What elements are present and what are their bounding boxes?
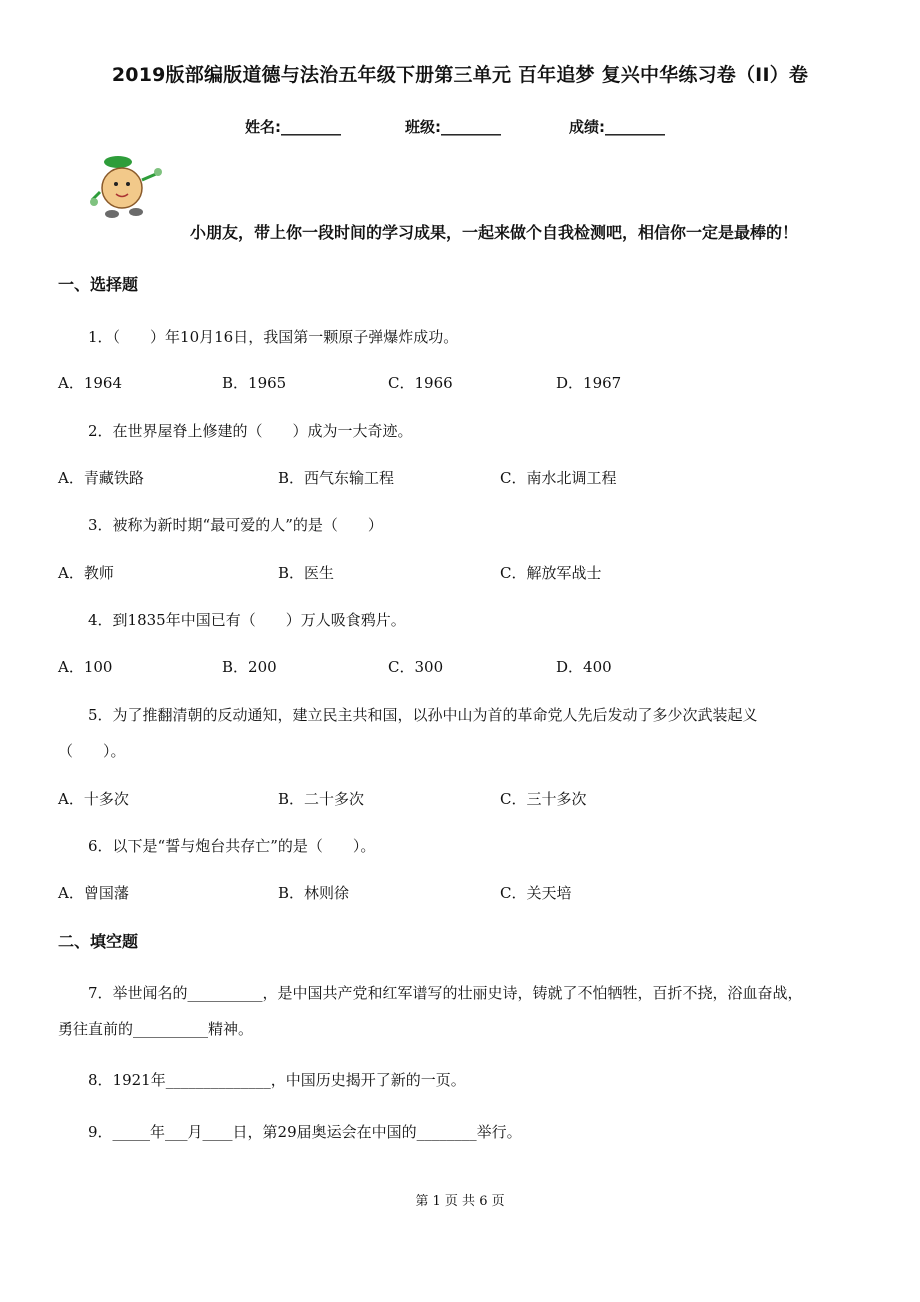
question-5: 5．为了推翻清朝的反动通知，建立民主共和国，以孙中山为首的革命党人先后发动了多少次武装起义 — [88, 706, 758, 724]
question-9: 9．_____年___月____日，第29届奥运会在中国的________举行。 — [88, 1123, 522, 1141]
q3-option-c: C．解放军战士 — [500, 564, 602, 582]
q1-option-c: C．1966 — [388, 374, 453, 392]
question-1: 1．（ ）年10月16日，我国第一颗原子弹爆炸成功。 — [88, 328, 459, 346]
score-field: 成绩:________ — [569, 118, 665, 136]
q4-option-d: D．400 — [556, 658, 612, 676]
section-fill-heading: 二、填空题 — [58, 932, 139, 951]
q1-option-d: D．1967 — [556, 374, 622, 392]
question-7-continued: 勇往直前的__________精神。 — [58, 1020, 254, 1038]
q6-option-c: C．关天培 — [500, 884, 572, 902]
q2-option-a: A．青藏铁路 — [58, 469, 144, 487]
page-title: 2019版部编版道德与法治五年级下册第三单元 百年追梦 复兴中华练习卷（II）卷 — [111, 64, 809, 86]
q3-option-a: A．教师 — [58, 564, 114, 582]
mascot-illustration — [90, 150, 170, 230]
page-footer: 第 1 页 共 6 页 — [415, 1194, 505, 1209]
q4-option-a: A．100 — [58, 658, 113, 676]
q4-option-b: B．200 — [222, 658, 277, 676]
greeting-text: 小朋友，带上你一段时间的学习成果，一起来做个自我检测吧，相信你一定是最棒的！ — [190, 223, 799, 242]
q1-option-a: A．1964 — [58, 374, 123, 392]
q1-option-b: B．1965 — [222, 374, 287, 392]
question-2: 2．在世界屋脊上修建的（ ）成为一大奇迹。 — [88, 422, 413, 440]
question-3: 3．被称为新时期“最可爱的人”的是（ ） — [88, 516, 383, 534]
q6-option-a: A．曾国藩 — [58, 884, 129, 902]
q5-option-b: B．二十多次 — [278, 790, 365, 808]
question-4: 4．到1835年中国已有（ ）万人吸食鸦片。 — [88, 611, 406, 629]
mascot-cap — [104, 156, 132, 168]
q2-option-c: C．南水北调工程 — [500, 469, 617, 487]
name-field: 姓名:________ — [245, 118, 341, 136]
q6-option-b: B．林则徐 — [278, 884, 350, 902]
q3-option-b: B．医生 — [278, 564, 335, 582]
question-8: 8．1921年______________，中国历史揭开了新的一页。 — [88, 1071, 466, 1089]
q4-option-c: C．300 — [388, 658, 444, 676]
question-7: 7．举世闻名的__________，是中国共产党和红军谱写的壮丽史诗，铸就了不怕牺牲，百折不挠，浴血奋战， — [88, 984, 803, 1002]
question-5-continued: （ ）。 — [58, 742, 126, 760]
q5-option-a: A．十多次 — [58, 790, 129, 808]
section-choice-heading: 一、选择题 — [58, 275, 139, 294]
question-6: 6．以下是“誓与炮台共存亡”的是（ ）。 — [88, 837, 376, 855]
q2-option-b: B．西气东输工程 — [278, 469, 395, 487]
q5-option-c: C．三十多次 — [500, 790, 587, 808]
mascot-head — [102, 168, 142, 208]
class-field: 班级:________ — [405, 118, 501, 136]
